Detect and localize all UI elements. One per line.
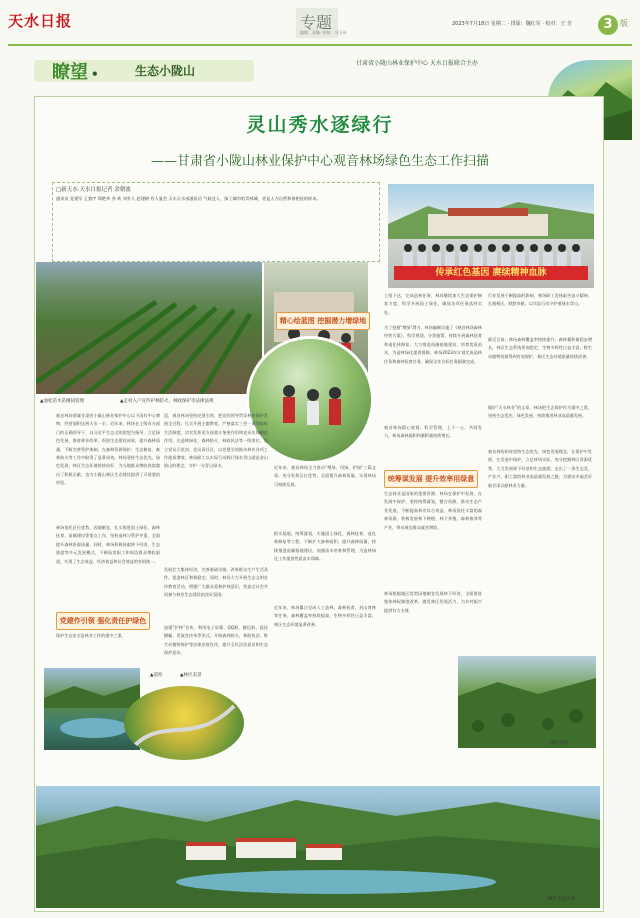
pond-illustration	[44, 668, 140, 750]
masthead-divider	[8, 44, 632, 46]
forest-farm-photo	[458, 656, 596, 748]
caption-scenery: ▲林区美景	[180, 673, 202, 678]
column-3-part-d: 近年来，林场累计完成人工造林、森林抚育、封山育林等任务，森林覆盖率持续提高，生物多样性日益丰富，林区生态环境显著改善。	[274, 605, 376, 627]
section-title-text: 瞭望	[52, 62, 88, 83]
column-4-part-c: 观音林场精心规划，科学管理，上下一心，共同发力，林场森林面积和蓄积量持续增长。	[384, 425, 482, 439]
column-4-part-a: 上级下达，完成造林任务，林场继续加大生态保护修复力度，科学开展国土绿化，确保各项任务落到实处。	[384, 293, 482, 315]
panorama-illustration	[36, 786, 600, 908]
newspaper-logo: 天水日报	[8, 12, 73, 30]
article-headline: 灵山秀水逐绿行	[246, 114, 394, 136]
column-5-part-a: 行业发展不断提高的影响，林场职工发扬艰苦奋斗精神，扎根林区，默默奉献，以实际行动守护着绿水青山。	[488, 293, 592, 307]
column-5-part-d: 观音林场始终坚持生态优先、绿色发展理念，在保护中发展、在发展中保护，立足林场实际，充分挖掘林区资源优势，大力发展林下经济和生态旅游，走出了一条生态美、产业兴、职工富的林业高质量发展之路，为建设幸福美好新甘肃贡献林业力量。	[488, 449, 592, 488]
column-2-part-a: 巡，观音林场坚持党建引领，把党的领导贯穿林业保护发展全过程，扎实开展主题教育，严格落实三会一课等组织生活制度，切实发挥党支部战斗堡垒作用和党员先锋模范作用。在造林绿化、森林防火、林政执法等一线岗位，设立党员示范岗、党员责任区，以党建引领推动林业各项工作提质增效。林场职工以实际行动践行绿水青山就是金山银山的理念，守护一方青山绿水。	[164, 413, 268, 469]
scenery-circle-photo	[124, 686, 244, 760]
page-number: 3	[598, 15, 618, 35]
caption-nursery: ▲油松苗木苗圃间管理	[40, 399, 84, 404]
pond-photo	[44, 668, 140, 750]
scenery-road-illustration	[124, 686, 244, 760]
column-5-part-b: 截至目前，林场森林覆盖率持续提升，森林蓄积量稳步增长，林区生态系统更加稳定，生物多样性日益丰富，野生动植物资源得到有效保护，林区生态环境质量持续改善。	[488, 337, 592, 359]
editor-line: 编辑：张颖 ·审核：刘玉伟	[300, 30, 347, 35]
lead-box	[52, 182, 380, 262]
column-2-part-c: 加强"护林"宣传，利用电子屏幕、QQ群、微信群、悬挂横幅、发放宣传单等形式，开展森林防火、林政执法、野生动植物保护等法律法规宣传，提升全民法治意识和生态保护意识。	[164, 625, 268, 656]
subhead-plan: 精心绘蓝图 挖掘潜力增绿地	[276, 312, 370, 330]
column-4-part-b: 为了挖掘"增绿"潜力，林场编制实施了《观音林场森林经营方案》，科学规划，分类施策，持续开展森林抚育和退化林修复，大力推进苗圃基地建设，培育优质苗木，为造林绿化提供保障。林场2023年计划完成造林任务和森林抚育任务，确保全年目标任务圆满完成。	[384, 325, 482, 364]
column-1-part-a: 观音林场隶属甘肃省小陇山林业保护中心以下国有中心博物，经营面积达到天水一半。近年来，林场在上级有关部门的正确领导下，以习近平生态文明思想为指导，立足绿色发展，推进林业改革，巩固生态建设成果，提升森林质量，不断完善管护体制，在森林资源保护、生态修复、森林防火等工作中取得了显著成效。林场坚持生态优先、绿色发展，林区生态环境持续向好，为当地群众增收致富做出了积极贡献，也为小陇山林区生态建设提供了可借鉴的经验。	[56, 413, 160, 486]
caption-panorama: 林区生态环境	[548, 897, 575, 902]
byline: □新天水·天水日报记者 余朝波	[56, 187, 131, 193]
column-4-part-e: 林场根据地区优势因地制宜发展林下经济，全面推进集体林权制度改革，激发林区发展活力，为乡村振兴提供有力支撑。	[384, 591, 482, 613]
panorama-photo	[36, 786, 600, 908]
column-2-part-b: 发展壮大集体经济，完善基础设施，改善群众生产生活条件，促进林区和谐稳定。同时，林场大力开展生态文明宣传教育活动，增强广大群众爱林护林意识，营造全社会共同参与林业生态建设的良好氛围。	[164, 567, 268, 598]
subhead-party: 党建作引领 强化责任护绿色	[56, 612, 150, 630]
lead-paragraph: 通讯员 党建军 王寰宇 郑艳华 齐 欢 刘有人 赵建树 有人宴会 天水天水部通讯员 气候宜人、绿了城市的青林城、更是人为自然和谐相处的样本。	[56, 196, 321, 201]
red-banner	[394, 266, 588, 280]
subhead-develop: 统筹谋发展 提升效率用绿意	[384, 470, 478, 488]
section-title	[52, 58, 102, 84]
caption-outreach: ▲走村入户宣传护林防火、林政保护等法律法规	[120, 399, 214, 404]
column-3-part-c: 抓实基础，统筹谋划，实施国土绿化、森林抚育、退化林修复等工程，不断扩大森林面积、提升森林质量，持续推进苗圃基地建设，加强苗木培育和管理，为造林绿化工作提供优质苗木保障。	[274, 531, 376, 562]
nursery-rows-illustration	[36, 262, 262, 394]
date-line: 2023年7月18日 星期二 · 排版：魏红军 · 校对：王 芳	[452, 21, 572, 27]
nursery-photo	[36, 262, 262, 394]
section-subtitle: 生态小陇山	[135, 64, 196, 78]
topic-label: 专题	[300, 13, 333, 32]
page-unit: 版	[620, 19, 628, 28]
forest-hill-illustration	[458, 656, 596, 748]
red-banner-text: 传承红色基因 赓续精神血脉	[435, 268, 547, 278]
column-1-part-c: 保护生态安全是林业工作的重中之重。	[56, 633, 126, 638]
column-3-part-b: 近年来，观音林场全力推动"增绿、用绿、护绿"三篇文章，充分发挥区位优势，全面提升森林质量，实现林场可持续发展。	[274, 465, 376, 487]
caption-forest-farm: 国有林场	[550, 741, 568, 746]
caption-inspect: ▲巡检	[150, 673, 163, 678]
article-subheadline: ——甘肃省小陇山林业保护中心观音林场绿色生态工作扫描	[150, 154, 489, 169]
column-4-part-d: 生态林业是国家的重要资源，林场在保护中发展、在发展中保护，坚持统筹谋划，整合资源，推动生态产业发展，不断提高林业综合效益。林场依托丰富的森林资源，积极发展林下种植、林下养殖、森林康养等产业，带动周边群众就业增收。	[384, 491, 482, 530]
organizer-slogan: 甘肃省小陇山林业保护中心 天水日报联合主办	[356, 60, 478, 67]
column-5-part-c: 做好"天水林业"的文章，林场把生态保护作为重中之重，坚持生态优先、绿色发展，持续推进林业高质量发展。	[488, 405, 592, 419]
column-1-part-b: 林场依托区位优势，因地制宜，扎实推进国土绿化、森林抚育、苗圃建设等重点工作，坚持造林与管护并重，全面提升森林资源质量。同时，林场积极探索林下经济、生态旅游等多元发展模式，不断拓宽职工和周边群众增收渠道，实现了生态效益、经济效益和社会效益的有机统一。	[56, 525, 160, 564]
group-photo	[388, 184, 594, 288]
section-dot: •	[91, 67, 99, 81]
